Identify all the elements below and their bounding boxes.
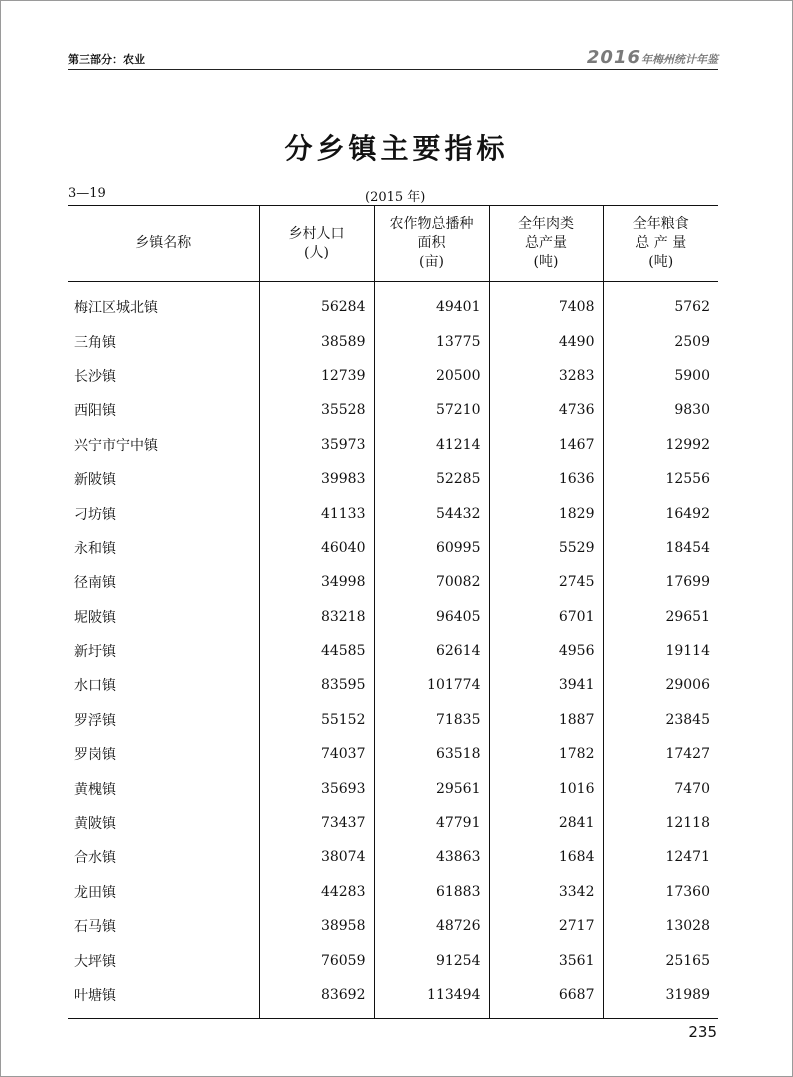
cell-rural-population: 83595 <box>259 668 374 702</box>
column-header-text: 总产量 <box>525 235 567 251</box>
cell-rural-population: 38074 <box>259 840 374 874</box>
cell-meat-output: 1782 <box>489 737 603 771</box>
cell-rural-population: 73437 <box>259 806 374 840</box>
column-header-sown-area <box>374 206 489 282</box>
cell-sown-area: 96405 <box>374 600 489 634</box>
cell-rural-population: 39983 <box>259 462 374 496</box>
column-header-town <box>68 206 259 282</box>
cell-town-name: 黄槐镇 <box>74 781 116 798</box>
cell-rural-population: 83218 <box>259 600 374 634</box>
cell-meat-output: 1887 <box>489 703 603 737</box>
section-label: 第三部分：农业 <box>68 53 145 66</box>
yearbook-title <box>587 47 718 68</box>
cell-sown-area: 101774 <box>374 668 489 702</box>
cell-rural-population: 44283 <box>259 875 374 909</box>
table-row <box>68 600 718 634</box>
cell-grain-output: 17427 <box>603 737 718 771</box>
cell-grain-output: 9830 <box>603 393 718 427</box>
cell-town-name: 三角镇 <box>74 334 116 351</box>
cell-town-name: 长沙镇 <box>74 368 116 385</box>
cell-grain-output: 18454 <box>603 531 718 565</box>
header-rule <box>68 69 718 70</box>
cell-sown-area: 91254 <box>374 943 489 977</box>
table-row <box>68 943 718 977</box>
cell-meat-output: 3342 <box>489 875 603 909</box>
cell-meat-output: 6701 <box>489 600 603 634</box>
cell-meat-output: 2745 <box>489 565 603 599</box>
table-row <box>68 840 718 874</box>
table-row <box>68 703 718 737</box>
cell-meat-output: 1684 <box>489 840 603 874</box>
cell-rural-population: 34998 <box>259 565 374 599</box>
table-row <box>68 634 718 668</box>
cell-town-name: 径南镇 <box>74 575 116 592</box>
cell-rural-population: 55152 <box>259 703 374 737</box>
cell-town-name: 罗浮镇 <box>74 712 116 729</box>
cell-sown-area: 41214 <box>374 428 489 462</box>
column-header-meat-output <box>489 206 603 282</box>
table-header-row <box>68 206 718 282</box>
table-row <box>68 668 718 702</box>
cell-rural-population: 38589 <box>259 324 374 358</box>
cell-grain-output: 23845 <box>603 703 718 737</box>
cell-meat-output: 1829 <box>489 496 603 530</box>
column-header-unit: (吨) <box>533 254 559 270</box>
cell-meat-output: 2841 <box>489 806 603 840</box>
table-row <box>68 771 718 805</box>
table-row <box>68 737 718 771</box>
cell-rural-population: 46040 <box>259 531 374 565</box>
cell-sown-area: 113494 <box>374 978 489 1019</box>
cell-sown-area: 49401 <box>374 282 489 325</box>
table-row <box>68 565 718 599</box>
cell-grain-output: 7470 <box>603 771 718 805</box>
table-row <box>68 359 718 393</box>
cell-meat-output: 4490 <box>489 324 603 358</box>
column-header-text: 乡村人口 <box>288 225 345 242</box>
cell-town-name: 石马镇 <box>74 919 116 936</box>
cell-meat-output: 5529 <box>489 531 603 565</box>
cell-meat-output: 4736 <box>489 393 603 427</box>
cell-grain-output: 5900 <box>603 359 718 393</box>
cell-rural-population: 35693 <box>259 771 374 805</box>
cell-grain-output: 16492 <box>603 496 718 530</box>
cell-town-name: 叶塘镇 <box>74 988 116 1004</box>
table-row <box>68 462 718 496</box>
cell-town-name: 大坪镇 <box>74 953 116 970</box>
cell-meat-output: 2717 <box>489 909 603 943</box>
page-title: 分乡镇主要指标 <box>284 132 509 165</box>
cell-grain-output: 31989 <box>603 978 718 1019</box>
page-number: 235 <box>688 1023 717 1041</box>
cell-town-name: 永和镇 <box>74 540 116 557</box>
cell-meat-output: 6687 <box>489 978 603 1019</box>
cell-meat-output: 1467 <box>489 428 603 462</box>
cell-grain-output: 5762 <box>603 282 718 325</box>
column-header-text: 总 产 量 <box>635 235 687 251</box>
table-number: 3—19 <box>68 186 106 201</box>
cell-sown-area: 43863 <box>374 840 489 874</box>
column-header-text: 乡镇名称 <box>135 235 192 251</box>
yearbook-year: 2016 <box>586 47 641 68</box>
cell-grain-output: 29006 <box>603 668 718 702</box>
cell-town-name: 新圩镇 <box>74 644 116 661</box>
cell-rural-population: 38958 <box>259 909 374 943</box>
cell-sown-area: 61883 <box>374 875 489 909</box>
column-header-unit: (亩) <box>419 254 444 270</box>
cell-rural-population: 44585 <box>259 634 374 668</box>
cell-rural-population: 35528 <box>259 393 374 427</box>
cell-grain-output: 12556 <box>603 462 718 496</box>
table-row <box>68 428 718 462</box>
cell-rural-population: 74037 <box>259 737 374 771</box>
cell-sown-area: 52285 <box>374 462 489 496</box>
cell-sown-area: 20500 <box>374 359 489 393</box>
cell-sown-area: 57210 <box>374 393 489 427</box>
column-header-text: 面积 <box>417 235 446 251</box>
cell-town-name: 龙田镇 <box>74 884 116 901</box>
cell-rural-population: 83692 <box>259 978 374 1019</box>
cell-town-name: 新陂镇 <box>74 472 116 489</box>
cell-grain-output: 13028 <box>603 909 718 943</box>
cell-meat-output: 1636 <box>489 462 603 496</box>
table-row <box>68 875 718 909</box>
cell-grain-output: 19114 <box>603 634 718 668</box>
column-header-text: 农作物总播种 <box>389 216 474 232</box>
cell-town-name: 梅江区城北镇 <box>74 300 158 317</box>
cell-sown-area: 29561 <box>374 771 489 805</box>
cell-grain-output: 12471 <box>603 840 718 874</box>
table-body <box>68 282 718 1019</box>
cell-grain-output: 29651 <box>603 600 718 634</box>
cell-sown-area: 13775 <box>374 324 489 358</box>
cell-town-name: 坭陂镇 <box>74 609 116 626</box>
running-header <box>68 46 718 70</box>
cell-rural-population: 35973 <box>259 428 374 462</box>
cell-town-name: 兴宁市宁中镇 <box>74 437 158 454</box>
cell-rural-population: 41133 <box>259 496 374 530</box>
cell-rural-population: 12739 <box>259 359 374 393</box>
cell-sown-area: 70082 <box>374 565 489 599</box>
cell-grain-output: 2509 <box>603 324 718 358</box>
cell-town-name: 水口镇 <box>74 678 116 695</box>
cell-meat-output: 4956 <box>489 634 603 668</box>
cell-grain-output: 12992 <box>603 428 718 462</box>
table-row <box>68 393 718 427</box>
column-header-unit: (人) <box>304 244 329 261</box>
table-row <box>68 806 718 840</box>
table-row <box>68 909 718 943</box>
yearbook-name: 年梅州统计年鉴 <box>641 53 718 66</box>
cell-meat-output: 7408 <box>489 282 603 325</box>
indicator-table <box>68 205 718 1019</box>
cell-town-name: 西阳镇 <box>74 403 116 420</box>
cell-town-name: 刁坊镇 <box>74 506 116 523</box>
cell-grain-output: 17360 <box>603 875 718 909</box>
cell-sown-area: 63518 <box>374 737 489 771</box>
cell-meat-output: 1016 <box>489 771 603 805</box>
column-header-grain-output <box>603 206 718 282</box>
cell-grain-output: 17699 <box>603 565 718 599</box>
table-row <box>68 496 718 530</box>
cell-town-name: 罗岗镇 <box>74 747 116 764</box>
cell-sown-area: 48726 <box>374 909 489 943</box>
column-header-text: 全年粮食 <box>632 216 689 232</box>
cell-grain-output: 12118 <box>603 806 718 840</box>
table-row <box>68 282 718 325</box>
cell-grain-output: 25165 <box>603 943 718 977</box>
cell-rural-population: 76059 <box>259 943 374 977</box>
cell-meat-output: 3283 <box>489 359 603 393</box>
table-year: (2015 年) <box>365 190 426 205</box>
cell-sown-area: 62614 <box>374 634 489 668</box>
cell-meat-output: 3561 <box>489 943 603 977</box>
cell-town-name: 合水镇 <box>74 850 116 867</box>
table-row <box>68 324 718 358</box>
cell-sown-area: 54432 <box>374 496 489 530</box>
cell-meat-output: 3941 <box>489 668 603 702</box>
cell-sown-area: 47791 <box>374 806 489 840</box>
cell-sown-area: 71835 <box>374 703 489 737</box>
cell-sown-area: 60995 <box>374 531 489 565</box>
column-header-text: 全年肉类 <box>518 216 574 232</box>
column-header-population <box>259 206 374 282</box>
table-row <box>68 978 718 1019</box>
table-row <box>68 531 718 565</box>
cell-rural-population: 56284 <box>259 282 374 325</box>
column-header-unit: (吨) <box>648 254 674 270</box>
cell-town-name: 黄陂镇 <box>74 816 116 833</box>
